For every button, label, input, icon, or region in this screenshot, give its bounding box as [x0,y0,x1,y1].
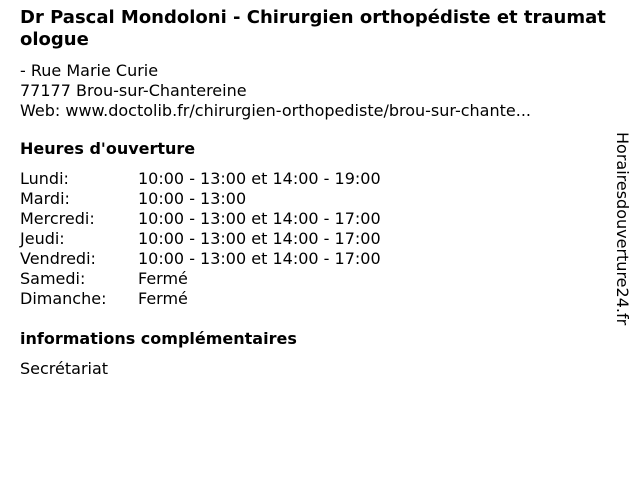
time-value: 10:00 - 13:00 et 14:00 - 17:00 [138,249,381,268]
address-city: 77177 Brou-sur-Chantereine [20,81,247,100]
time-value: Fermé [138,289,188,308]
website-link[interactable]: Web: www.doctolib.fr/chirurgien-orthopediste/brou-sur-chante... [20,101,531,120]
address-block [20,61,610,121]
hours-row-friday [20,249,610,269]
hours-row-saturday [20,269,610,289]
day-label: Mercredi: [20,209,95,228]
page-title: Dr Pascal Mondoloni - Chirurgien orthopédiste et traumatologue [20,7,606,50]
address-street: - Rue Marie Curie [20,61,159,80]
additional-info-heading: informations complémentaires [20,329,297,348]
day-label: Vendredi: [20,249,96,268]
hours-row-thursday [20,229,610,249]
additional-info-text: Secrétariat [20,359,109,378]
day-label: Jeudi: [20,229,65,248]
time-value: 10:00 - 13:00 et 14:00 - 17:00 [138,229,381,248]
day-label: Samedi: [20,269,86,288]
time-value: Fermé [138,269,188,288]
day-label: Dimanche: [20,289,107,308]
hours-row-wednesday [20,209,610,229]
time-value: 10:00 - 13:00 et 14:00 - 19:00 [138,169,381,188]
hours-row-monday [20,169,610,189]
day-label: Lundi: [20,169,69,188]
day-label: Mardi: [20,189,70,208]
opening-hours-table [20,169,610,309]
content [20,7,610,379]
hours-row-tuesday [20,189,610,209]
time-value: 10:00 - 13:00 et 14:00 - 17:00 [138,209,381,228]
site-watermark: Horairesdouverture24.fr [613,132,632,326]
hours-row-sunday [20,289,610,309]
time-value: 10:00 - 13:00 [138,189,247,208]
opening-hours-heading: Heures d'ouverture [20,139,196,158]
